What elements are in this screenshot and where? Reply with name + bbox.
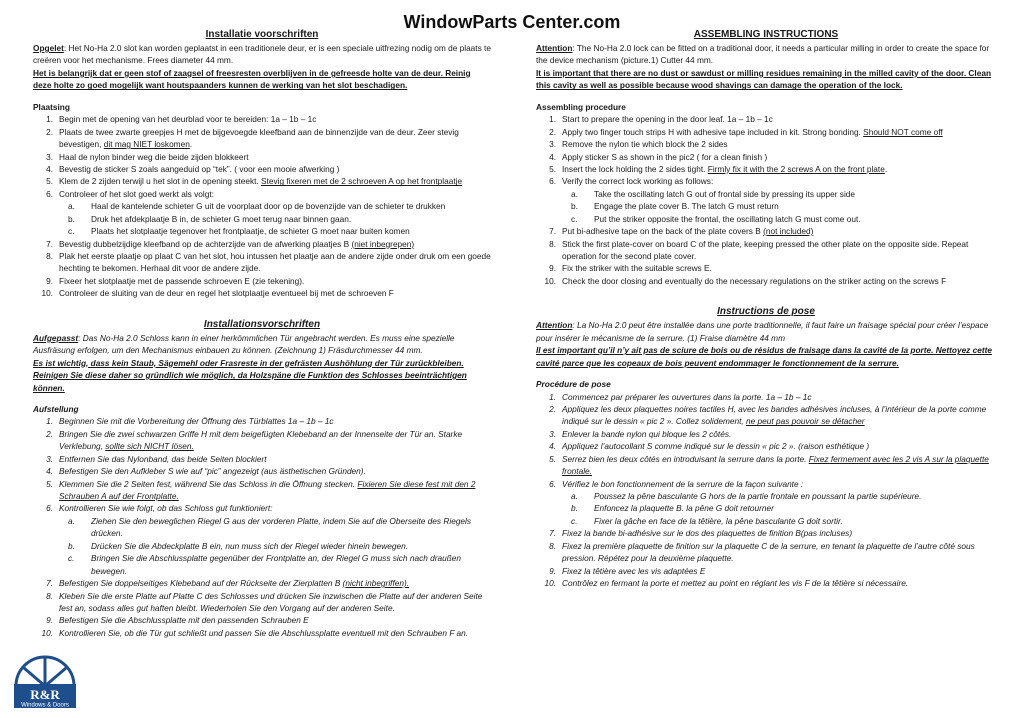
step-item xyxy=(33,250,491,275)
substep-letter: c. xyxy=(571,515,578,526)
warning-text: Het is belangrijk dat er geen stof of zaagsel of freesresten overblijven in de gefreesde holte van de deur. Reinig deze holte zo goed mogelijk want houtspaanders kunnen de werking van het slot beschadigen. xyxy=(33,67,471,91)
step-item xyxy=(33,478,491,503)
substep-item xyxy=(536,200,996,212)
step-underline: Firmly fix it with the 2 screws A on the front plate xyxy=(707,163,885,174)
dutch-section xyxy=(33,28,491,300)
procedure-heading: Plaatsing xyxy=(33,101,70,112)
step-number: 5. xyxy=(549,453,556,464)
step-item xyxy=(536,577,996,589)
intro-text: : La No-Ha 2.0 peut être installée dans une porte traditionnelle, il faut faire un fraisage spécial pour créer l’espace pour insérer le mécanisme de la serrure. (1) Fraise diamètre 44 mm xyxy=(536,320,989,343)
step-underline: Fixez fermement avec les 2 vis A sur la plaquette frontale. xyxy=(562,453,989,477)
substep-text: Bringen Sie die Abschlussplatte gegenüber der Frontplatte an, der Riegel G muss sich nach draußen bewegen. xyxy=(91,553,462,576)
step-item xyxy=(33,188,491,200)
substep-item xyxy=(33,540,491,552)
step-number: 4. xyxy=(46,163,53,174)
step-underline: dit mag NIET loskomen xyxy=(103,139,190,150)
substep-text: Fixer la gâche en face de la têtière, la pêne basculante G doit sortir. xyxy=(594,515,843,526)
step-text: Klem de 2 zijden terwijl u het slot in de opening steekt. xyxy=(59,176,262,187)
intro-paragraph xyxy=(33,42,491,67)
intro-paragraph xyxy=(536,319,996,344)
step-number: 3. xyxy=(549,139,556,150)
step-text: Plaats de twee zwarte greepjes H met de bijgevoegde kleefband aan de binnenzijde van de deur. Zeer stevig bevestigen, xyxy=(59,126,459,150)
steps-list xyxy=(536,391,996,590)
french-section xyxy=(536,305,996,589)
step-number: 8. xyxy=(46,251,53,261)
substep-item xyxy=(33,225,491,237)
intro-label: Attention xyxy=(536,43,573,53)
step-number: 5. xyxy=(549,163,556,174)
step-item xyxy=(33,415,491,427)
intro-paragraph xyxy=(33,332,491,357)
step-text: Befestigen Sie die Abschlussplatte mit den passenden Schrauben E xyxy=(59,615,309,626)
intro-text: : The No-Ha 2.0 lock can be fitted on a traditional door, it needs a particular milling in order to create the space for the device mechanism (picture.1) Cutter 44 mm. xyxy=(536,43,990,66)
step-underline: ne peut pas pouvoir se détacher xyxy=(746,416,865,427)
intro-label: Attention xyxy=(536,320,573,331)
step-text: Apply sticker S as shown in the pic2 ( for a clean finish ) xyxy=(562,151,768,162)
substep-letter: b. xyxy=(68,540,75,551)
step-text: Serrez bien les deux côtés en introduisant la serrure dans la porte. xyxy=(562,453,809,464)
step-item xyxy=(33,502,491,514)
substep-item xyxy=(536,515,996,527)
step-item xyxy=(33,275,491,287)
step-text: Klemmen Sie die 2 Seiten fest, während Sie das Schloss in die Öffnung stecken. xyxy=(59,478,358,489)
substep-item xyxy=(33,552,491,577)
step-item xyxy=(536,440,996,452)
step-text: Controleer de sluiting van de deur en regel het slotplaatje eventueel bij met de schroeven F xyxy=(59,288,394,299)
step-number: 10. xyxy=(544,578,556,589)
step-number: 1. xyxy=(46,416,53,427)
step-number: 8. xyxy=(549,540,556,551)
substep-text: Ziehen Sie den beweglichen Riegel G aus der vorderen Platte, indem Sie auf die Oberseite des Riegels drücken. xyxy=(91,515,472,539)
substep-letter: a. xyxy=(571,491,578,501)
procedure-heading: Aufstellung xyxy=(33,403,79,414)
step-item xyxy=(536,163,996,175)
step-item xyxy=(536,262,996,274)
substep-text: Poussez la pêne basculante G hors de la partie frontale en poussant la partie supérieure. xyxy=(594,491,922,501)
step-number: 9. xyxy=(549,565,556,576)
step-number: 6. xyxy=(549,176,556,187)
step-text: Fixez la têtière avec les vis adaptées E xyxy=(562,565,706,576)
step-text: Vérifiez le bon fonctionnement de la serrure de la façon suivante : xyxy=(562,478,804,489)
step-number: 9. xyxy=(46,275,53,286)
substep-letter: b. xyxy=(68,213,75,224)
step-number: 6. xyxy=(46,188,53,199)
step-item xyxy=(33,577,491,589)
substep-text: Drücken Sie die Abdeckplatte B ein, nun muss sich der Riegel wieder hinein bewegen. xyxy=(91,540,408,551)
step-item xyxy=(536,113,996,125)
section-title: Installationsvorschriften xyxy=(203,318,321,330)
step-text: Kontrollieren Sie, ob die Tür gut schließt und passen Sie die Abschlussplatte eventuell mit den Schrauben F an. xyxy=(59,627,469,638)
step-item xyxy=(33,627,491,639)
step-text: Apply two finger touch strips H with adhesive tape included in kit. Strong bonding. xyxy=(562,126,864,137)
right-column xyxy=(536,28,996,590)
substep-text: Put the striker opposite the frontal, the oscillating latch G must come out. xyxy=(594,213,861,224)
substep-letter: c. xyxy=(571,213,578,224)
steps-list xyxy=(536,113,996,287)
step-text: Kontrollieren Sie wie folgt, ob das Schloss gut funktioniert: xyxy=(59,503,273,514)
substeps-list xyxy=(536,490,996,527)
left-column xyxy=(33,28,491,639)
step-underline: (niet inbegrepen) xyxy=(351,238,415,249)
site-title: WindowParts Center.com xyxy=(403,12,621,32)
step-item xyxy=(536,565,996,577)
step-text: Enlever la bande nylon qui bloque les 2 côtés. xyxy=(562,428,732,439)
step-item xyxy=(536,275,996,287)
substep-item xyxy=(536,213,996,225)
step-underline: Fixieren Sie diese fest mit den 2 Schrauben A auf der Frontplatte. xyxy=(59,478,476,501)
substep-letter: a. xyxy=(68,515,75,526)
step-number: 10. xyxy=(544,275,556,286)
step-number: 2. xyxy=(549,403,556,414)
step-text: Begin met de opening van het deurblad voor te bereiden: 1a – 1b – 1c xyxy=(59,114,317,125)
step-item xyxy=(536,175,996,187)
intro-text: : Das No-Ha 2.0 Schloss kann in einer herkömmlichen Tür angebracht werden. Es muss eine spezielle Ausfräsung erfolgen, um den Mechanismus einbauen zu können. (Zeichnung 1) Fräsdurchmesser 44 mm. xyxy=(33,332,455,356)
substep-letter: b. xyxy=(571,503,578,514)
step-item xyxy=(33,151,491,163)
step-underline: sollte sich NICHT lösen. xyxy=(105,441,194,452)
step-item xyxy=(536,225,996,237)
step-number: 10. xyxy=(41,627,53,638)
substep-item xyxy=(33,213,491,225)
step-text: Befestigen Sie den Aufkleber S wie auf “pic” angezeigt (aus ästhetischen Gründen). xyxy=(59,466,366,477)
step-text: Controleer of het slot goed werkt als volgt: xyxy=(59,188,214,199)
procedure-heading: Assembling procedure xyxy=(536,101,626,112)
step-text: Contrôlez en fermant la porte et mettez au point en réglant les vis F de la têtière si nécessaire. xyxy=(562,578,909,589)
step-text: Commencez par préparer les ouvertures dans la porte. 1a – 1b – 1c xyxy=(562,391,812,402)
step-underline: Stevig fixeren met de 2 schroeven A op het frontplaatje xyxy=(261,176,463,187)
step-item xyxy=(33,238,491,250)
substep-text: Engage the plate cover B. The latch G must return xyxy=(594,201,779,212)
substep-item xyxy=(33,515,491,540)
step-number: 7. xyxy=(46,238,53,249)
step-item xyxy=(33,113,491,125)
step-text: Haal de nylon binder weg die beide zijden blokkeert xyxy=(59,151,249,162)
step-text: Fixez la première plaquette de finition sur la plaquette C de la serrure, en tenant la plaquette de l’autre côté sous pression. Répétez pour la deuxième plaquette. xyxy=(562,540,975,564)
intro-label: Opgelet xyxy=(33,43,64,53)
substep-letter: b. xyxy=(571,201,578,212)
english-section xyxy=(536,28,996,287)
step-text: Appliquez les deux plaquettes noires tactiles H, avec les bandes adhésives incluses, à l’intérieur de la porte comme indiqué sur le dessin « pic 2 ». Collez solidement, xyxy=(562,403,987,427)
step-number: 10. xyxy=(41,288,53,299)
step-item xyxy=(33,614,491,626)
step-number: 5. xyxy=(46,478,53,489)
substep-item xyxy=(33,200,491,212)
step-text: Beginnen Sie mit die Vorbereitung der Öffnung des Türblattes 1a – 1b – 1c xyxy=(59,416,334,427)
procedure-heading: Procédure de pose xyxy=(536,379,611,390)
step-text: Fixez la bande bi-adhésive sur le dos des plaquettes de finition B(pas incluses) xyxy=(562,528,853,539)
logo-text: R&R xyxy=(30,687,60,702)
step-text: Kleben Sie die erste Platte auf Platte C des Schlosses und drücken Sie inzwischen die Platte auf der anderen Seite fest an, sodass alles gut haften bleibt. Wiederholen Sie den Vorgang auf der anderen Seite. xyxy=(59,590,483,613)
step-text: Fix the striker with the suitable screws E. xyxy=(562,263,712,274)
logo-subtext: Windows & Doors xyxy=(21,702,69,709)
step-item xyxy=(536,453,996,478)
step-number: 4. xyxy=(46,466,53,477)
substeps-list xyxy=(33,515,491,577)
step-item xyxy=(536,126,996,138)
substep-letter: c. xyxy=(68,226,75,237)
step-underline: (not included) xyxy=(763,226,814,237)
step-text: Plak het eerste plaatje op plaat C van het slot, hou intussen het plaatje aan de andere zijde onder druk om een goede hechting te bekomen. Herhaal dit voor de andere zijde. xyxy=(59,251,491,274)
step-item xyxy=(536,403,996,428)
step-number: 9. xyxy=(46,615,53,626)
step-text: Appliquez l’autocollant S comme indiqué sur le dessin « pic 2 ». (raison esthétique ) xyxy=(562,441,870,452)
substep-text: Enfoncez la plaquette B. la pêne G doit retourner xyxy=(594,503,774,514)
warning-text: It is important that there are no dust or sawdust or milling residues remaining in the milled cavity of the door. Clean this cavity as well as possible because wood shavings can damage the operation of the lock. xyxy=(536,67,992,91)
step-number: 3. xyxy=(46,151,53,162)
step-number: 2. xyxy=(46,126,53,137)
step-text: Remove the nylon tie which block the 2 sides xyxy=(562,139,728,150)
step-number: 6. xyxy=(46,503,53,514)
section-title: Instructions de pose xyxy=(717,306,815,318)
step-rest: . xyxy=(884,163,888,174)
substep-text: Plaats het slotplaatje tegenover het frontplaatje, de schieter G moet naar buiten komen xyxy=(91,226,410,237)
step-number: 7. xyxy=(549,528,556,539)
warning-text: Il est important qu’il n’y ait pas de sciure de bois ou de résidus de fraisage dans la cavité de la porte. Nettoyez cette cavité parce que les copeaux de bois peuvent endommager le fonctionnement de la serrure. xyxy=(536,345,993,368)
substep-letter: c. xyxy=(68,553,75,564)
section-title: ASSEMBLING INSTRUCTIONS xyxy=(693,29,839,40)
step-number: 6. xyxy=(549,478,556,489)
step-item xyxy=(536,138,996,150)
step-item xyxy=(33,465,491,477)
steps-list xyxy=(33,113,491,300)
substep-item xyxy=(536,188,996,200)
step-number: 1. xyxy=(549,114,556,125)
step-item xyxy=(536,151,996,163)
step-number: 3. xyxy=(46,453,53,464)
steps-list xyxy=(33,415,491,639)
warning-text: Es ist wichtig, dass kein Staub, Sägemehl oder Frasreste in der gefrästen Aushöhlung der Tür zurückbleiben. Reinigen Sie diese daher so gründlich wie möglich, da Holzspäne die Funktion des Schlosses beeinträchtigen können. xyxy=(33,357,467,393)
substep-text: Take the oscillating latch G out of frontal side by pressing its upper side xyxy=(594,188,856,199)
substeps-list xyxy=(33,200,491,237)
step-number: 1. xyxy=(46,114,53,125)
step-number: 5. xyxy=(46,176,53,187)
step-number: 1. xyxy=(549,391,556,402)
substep-letter: a. xyxy=(68,201,75,212)
step-item xyxy=(536,527,996,539)
step-text: Entfernen Sie das Nylonband, das beide Seiten blockiert xyxy=(59,453,267,464)
step-text: Fixeer het slotplaatje met de passende schroeven E (zie tekening). xyxy=(59,275,305,286)
step-number: 2. xyxy=(46,428,53,439)
substep-item xyxy=(536,490,996,502)
step-text: Bringen Sie die zwei schwarzen Griffe H mit dem beigefügten Klebeband an der Innenseite der Tür an. Starke Verklebung, xyxy=(59,428,463,452)
step-number: 8. xyxy=(46,590,53,601)
step-text: Put bi-adhesive tape on the back of the plate covers B xyxy=(562,226,764,237)
german-section xyxy=(33,318,491,640)
step-text: Start to prepare the opening in the door leaf. 1a – 1b – 1c xyxy=(562,114,773,125)
substep-letter: a. xyxy=(571,188,578,199)
step-item xyxy=(33,163,491,175)
step-item xyxy=(33,590,491,615)
section-title: Installatie voorschriften xyxy=(205,29,319,40)
substeps-list xyxy=(536,188,996,225)
step-text: Stick the first plate-cover on board C of the plate, keeping pressed the other plate on the opposite side. Repeat operation for the second plate cover. xyxy=(562,238,969,261)
step-text: Befestigen Sie doppelseitiges Klebeband auf der Rückseite der Zierplatten B xyxy=(59,578,343,589)
step-number: 9. xyxy=(549,263,556,274)
substep-text: Druk het afdekplaatje B in, de schieter G moet terug naar binnen gaan. xyxy=(91,213,352,224)
step-item xyxy=(536,238,996,263)
step-number: 2. xyxy=(549,126,556,137)
intro-text: : Het No-Ha 2.0 slot kan worden geplaatst in een traditionele deur, er is een speciale uitfrezing nodig om de plaats te creëren voor het mechanisme. Frees diameter 44 mm. xyxy=(33,43,491,66)
step-underline: Should NOT come off xyxy=(863,126,943,137)
step-rest: . xyxy=(189,139,193,150)
substep-item xyxy=(536,502,996,514)
step-item xyxy=(33,126,491,151)
step-number: 3. xyxy=(549,428,556,439)
step-number: 7. xyxy=(549,226,556,237)
step-text: Bevestig de sticker S zoals aangeduid op “tek”. ( voor een mooie afwerking ) xyxy=(59,163,340,174)
step-item xyxy=(536,478,996,490)
step-item xyxy=(536,391,996,403)
substep-text: Haal de kantelende schieter G uit de voorplaat door op de bovenzijde van de schieter te drukken xyxy=(91,201,446,212)
intro-paragraph xyxy=(536,42,996,67)
step-item xyxy=(33,287,491,299)
step-number: 8. xyxy=(549,238,556,249)
step-text: Check the door closing and eventually do the necessary regulations on the striker acting on the screws F xyxy=(562,275,947,286)
step-number: 7. xyxy=(46,578,53,589)
step-item xyxy=(33,428,491,453)
step-item xyxy=(536,540,996,565)
step-number: 4. xyxy=(549,151,556,162)
step-number: 4. xyxy=(549,441,556,452)
step-item xyxy=(536,428,996,440)
step-item xyxy=(33,175,491,187)
step-item xyxy=(33,453,491,465)
intro-label: Aufgepasst xyxy=(33,332,79,343)
company-logo xyxy=(10,646,80,710)
step-text: Bevestig dubbelzijdige kleefband op de achterzijde van de afwerking plaatjes B xyxy=(59,238,352,249)
step-text: Verify the correct lock working as follows: xyxy=(562,176,714,187)
step-underline: (nicht inbegriffen). xyxy=(342,578,410,589)
step-text: Insert the lock holding the 2 sides tight. xyxy=(562,163,708,174)
